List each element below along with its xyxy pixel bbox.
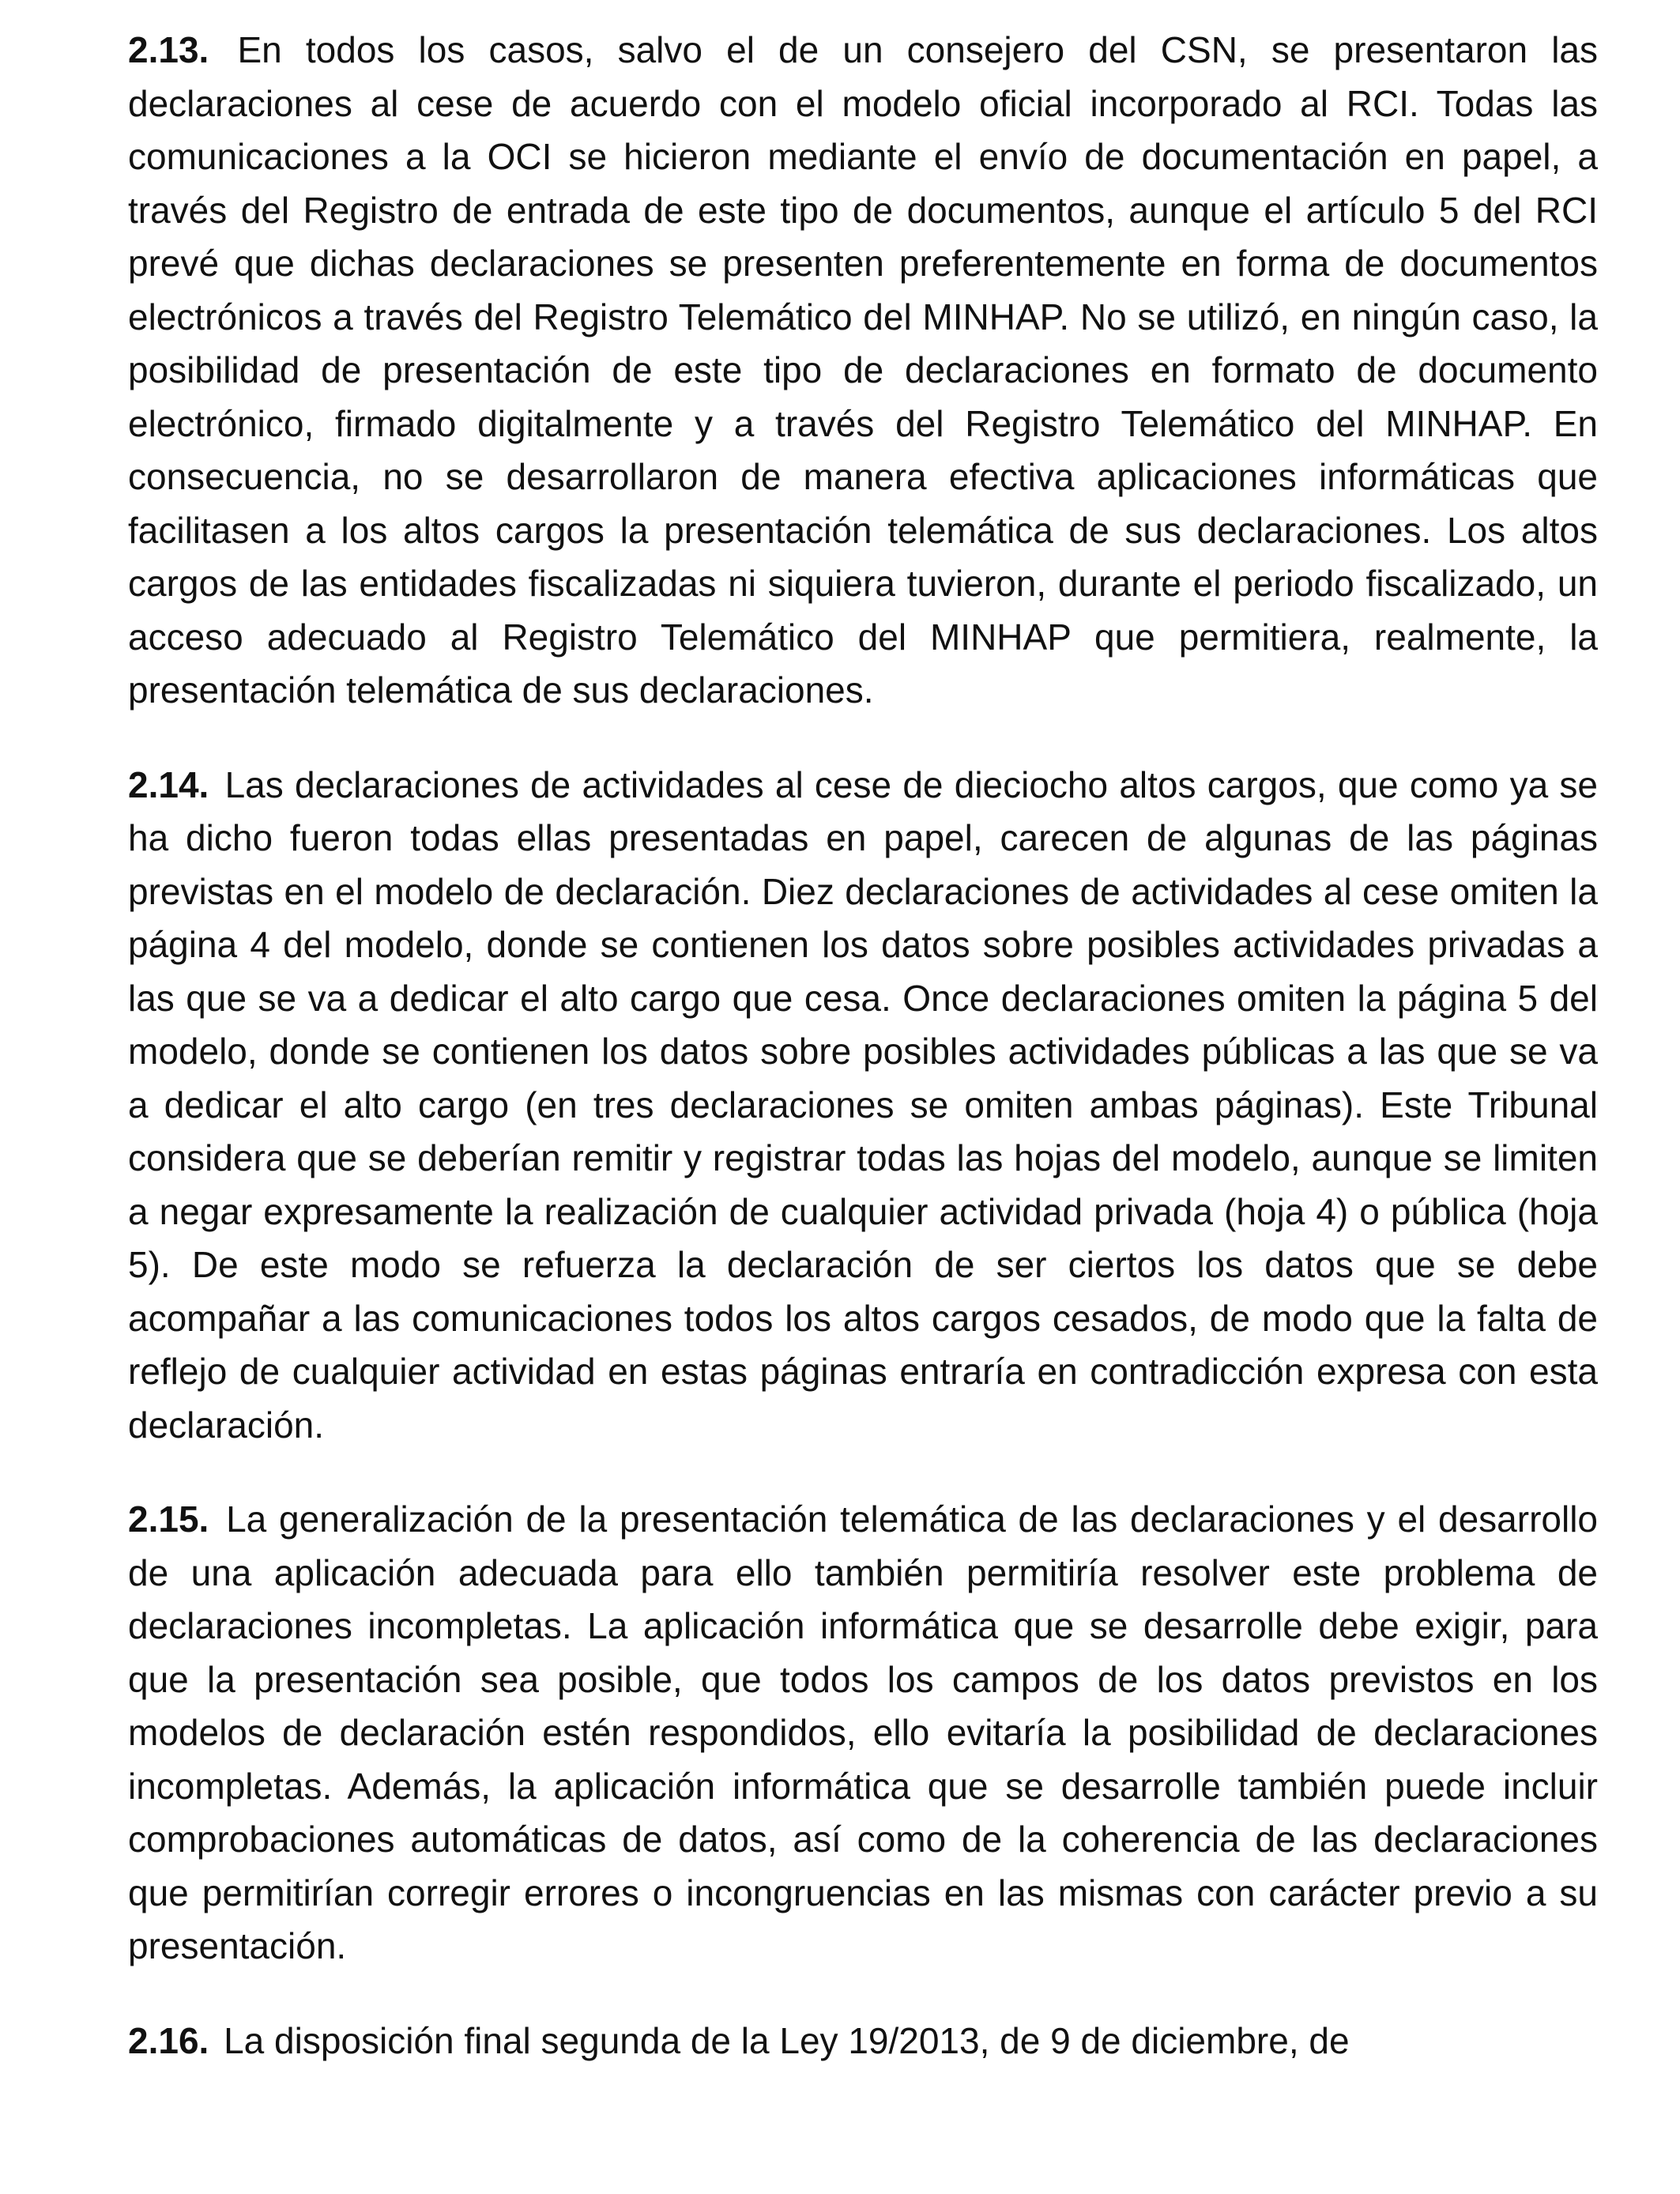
document-page (128, 24, 1598, 2109)
paragraph-2-16 (128, 2015, 1598, 2068)
paragraph-text: Las declaraciones de actividades al cese de dieciocho altos cargos, que como ya se ha dicho fueron todas ellas presentadas en papel, carecen de algunas de las páginas previstas en el modelo de declaración. Diez declaraciones de actividades al cese omiten la página 4 del modelo, donde se contienen los datos sobre posibles actividades privadas a las que se va a dedicar el alto cargo que cesa. Once declaraciones omiten la página 5 del modelo, donde se contienen los datos sobre posibles actividades públicas a las que se va a dedicar el alto cargo (en tres declaraciones se omiten ambas páginas). Este Tribunal considera que se deberían remitir y registrar todas las hojas del modelo, aunque se limiten a negar expresamente la realización de cualquier actividad privada (hoja 4) o pública (hoja 5). De este modo se refuerza la declaración de ser ciertos los datos que se debe acompañar a las comunicaciones todos los altos cargos cesados, de modo que la falta de reflejo de cualquier actividad en estas páginas entraría en contradicción expresa con esta declaración. (128, 763, 1598, 1446)
paragraph-2-14 (128, 759, 1598, 1453)
paragraph-text: La disposición final segunda de la Ley 19/2013, de 9 de diciembre, de (224, 2019, 1350, 2061)
paragraph-text: La generalización de la presentación telemática de las declaraciones y el desarrollo de una aplicación adecuada para ello también permitiría resolver este problema de declaraciones incompletas. La aplicación informática que se desarrolle debe exigir, para que la presentación sea posible, que todos los campos de los datos previstos en los modelos de declaración estén respondidos, ello evitaría la posibilidad de declaraciones incompletas. Además, la aplicación informática que se desarrolle también puede incluir comprobaciones automáticas de datos, así como de la coherencia de las declaraciones que permitirían corregir errores o incongruencias en las mismas con carácter previo a su presentación. (128, 1498, 1599, 1966)
paragraph-number: 2.16. (128, 2019, 209, 2061)
paragraph-2-15 (128, 1493, 1598, 1973)
paragraph-number: 2.15. (128, 1498, 209, 1540)
paragraph-number: 2.14. (128, 763, 209, 805)
paragraph-2-13 (128, 24, 1598, 718)
paragraph-text: En todos los casos, salvo el de un consejero del CSN, se presentaron las declaraciones al cese de acuerdo con el modelo oficial incorporado al RCI. Todas las comunicaciones a la OCI se hicieron mediante el envío de documentación en papel, a través del Registro de entrada de este tipo de documentos, aunque el artículo 5 del RCI prevé que dichas declaraciones se presenten preferentemente en forma de documentos electrónicos a través del Registro Telemático del MINHAP. No se utilizó, en ningún caso, la posibilidad de presentación de este tipo de declaraciones en formato de documento electrónico, firmado digitalmente y a través del Registro Telemático del MINHAP. En consecuencia, no se desarrollaron de manera efectiva aplicaciones informáticas que facilitasen a los altos cargos la presentación telemática de sus declaraciones. Los altos cargos de las entidades fiscalizadas ni siquiera tuvieron, durante el periodo fiscalizado, un acceso adecuado al Registro Telemático del MINHAP que permitiera, realmente, la presentación telemática de sus declaraciones. (128, 29, 1599, 711)
paragraph-number: 2.13. (128, 29, 209, 70)
